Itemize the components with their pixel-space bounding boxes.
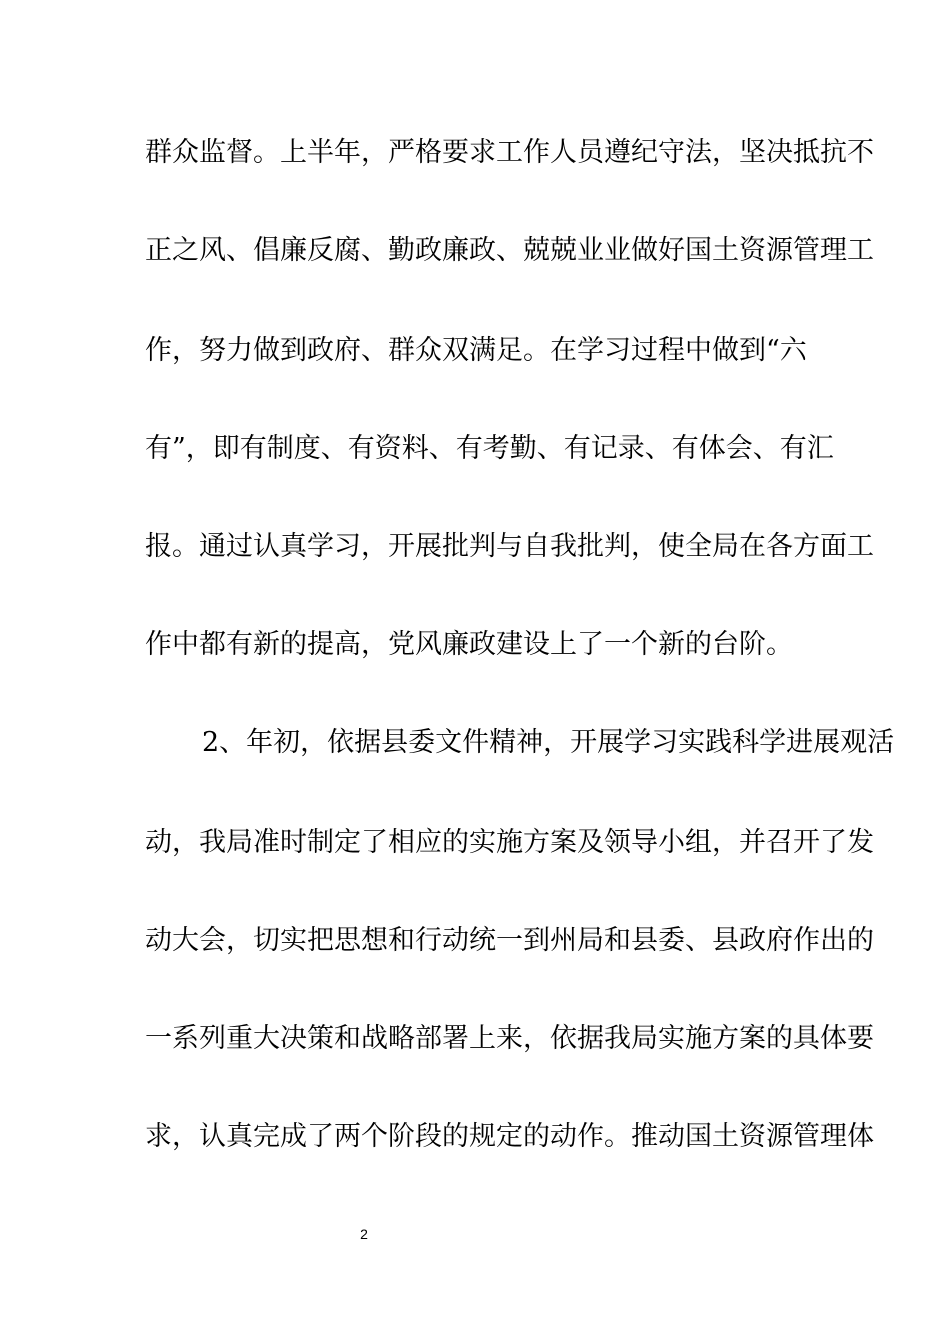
text-line: 一系列重大决策和战略部署上来，依据我局实施方案的具体要 (145, 1023, 874, 1054)
text-line: 作，努力做到政府、群众双满足。在学习过程中做到“六 (145, 335, 807, 366)
text-line: 群众监督。上半年，严格要求工作人员遵纪守法，坚决抵抗不 (145, 137, 874, 168)
text-line: 动，我局准时制定了相应的实施方案及领导小组，并召开了发 (145, 827, 874, 858)
text-line: 作中都有新的提高，党风廉政建设上了一个新的台阶。 (145, 629, 793, 660)
text-line: 求，认真完成了两个阶段的规定的动作。推动国土资源管理体 (145, 1121, 874, 1152)
text-line: 动大会，切实把思想和行动统一到州局和县委、县政府作出的 (145, 925, 874, 956)
text-line: 报。通过认真学习，开展批判与自我批判，使全局在各方面工 (145, 531, 874, 562)
page-number: 2 (360, 1226, 368, 1242)
text-line: 有”，即有制度、有资料、有考勤、有记录、有体会、有汇 (145, 433, 834, 464)
text-line: 2、年初，依据县委文件精神，开展学习实践科学进展观活 (202, 727, 895, 758)
text-line: 正之风、倡廉反腐、勤政廉政、兢兢业业做好国土资源管理工 (145, 235, 874, 266)
